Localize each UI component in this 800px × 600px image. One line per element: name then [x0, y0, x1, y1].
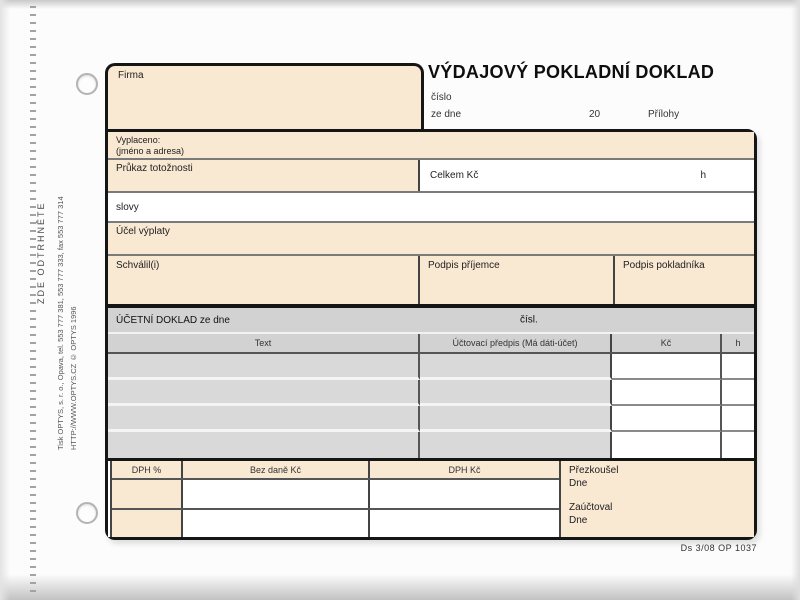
printer-info-line2: HTTP://WWW.OPTYS.CZ © OPTYS 1996: [69, 306, 78, 450]
cell-h: [722, 354, 754, 380]
vat-cell-base: [183, 480, 370, 508]
podpis-pokladnika-label: Podpis pokladníka: [623, 260, 705, 271]
ze-dne-label: ze dne: [431, 109, 462, 120]
cell-text: [108, 380, 420, 406]
tear-here-label: ZDE ODTRHNĚTE: [36, 201, 46, 305]
punch-hole-bottom: [76, 502, 98, 524]
slovy-label: slovy: [116, 201, 139, 213]
cell-kc: [612, 354, 722, 380]
cell-kc: [612, 432, 722, 458]
accounting-doc-band: [108, 308, 754, 332]
column-header-kc: Kč: [612, 334, 722, 352]
schvalil-label: Schválil(i): [116, 260, 160, 271]
date-line: [431, 109, 751, 123]
column-header-h: h: [735, 338, 741, 348]
spacer: [569, 490, 754, 501]
accounting-number-label: čísl.: [520, 314, 538, 326]
cell-predpis: [420, 354, 612, 380]
cell-kc: [612, 406, 722, 432]
celkem-label: Celkem Kč: [430, 170, 479, 181]
podpis-prijemce-label: Podpis příjemce: [428, 260, 500, 271]
form-code: Ds 3/08 OP 1037: [680, 543, 757, 553]
total-amount-field: [420, 160, 754, 191]
vat-cell-percent: [112, 480, 183, 508]
zauctoval-dne-label: Dne: [569, 515, 588, 526]
firma-label: Firma: [118, 70, 144, 81]
printer-info-line1: Tisk OPTYS, s. r. o., Opava, tel. 553 777 381, 553 777 333, fax 553 777 314: [56, 196, 65, 450]
vat-col-base: Bez daně Kč: [183, 461, 370, 478]
haler-label: h: [700, 170, 706, 181]
ucel-label: Účel výplaty: [116, 226, 170, 237]
signatures-row: [108, 256, 754, 304]
cell-h: [722, 406, 754, 432]
amount-in-words-field: [108, 193, 754, 223]
column-header-predpis: Účtovací předpis (Má dáti-účet): [420, 334, 612, 352]
document-number-label: číslo: [431, 92, 452, 103]
accounting-band-label: ÚČETNÍ DOKLAD ze dne: [116, 314, 230, 326]
cell-text: [108, 354, 420, 380]
vat-cell-tax: [370, 480, 559, 508]
accounting-table-body: [108, 354, 754, 458]
cell-predpis: [420, 432, 612, 458]
firma-field-box: [105, 63, 424, 130]
vat-cell-tax: [370, 510, 559, 538]
photo-edge-left: [0, 0, 10, 600]
document-title: VÝDAJOVÝ POKLADNÍ DOKLAD: [428, 62, 715, 82]
column-header-text: Text: [108, 334, 420, 352]
prezkousel-label: Přezkoušel: [569, 465, 619, 476]
zauctoval-label: Zaúčtoval: [569, 502, 613, 513]
vat-row: [112, 510, 559, 538]
cell-text: [108, 406, 420, 432]
vat-row: [112, 480, 559, 510]
year-prefix: 20: [589, 109, 601, 120]
attachments-label: Přílohy: [648, 109, 680, 120]
purpose-field: [108, 223, 754, 256]
approved-by-field: [108, 256, 420, 304]
vyplaceno-label: Vyplaceno:: [116, 135, 161, 145]
accounting-row: [108, 380, 754, 406]
cell-kc: [612, 380, 722, 406]
accounting-row: [108, 354, 754, 380]
accounting-row: [108, 432, 754, 458]
prukaz-label: Průkaz totožnosti: [116, 163, 193, 174]
cell-predpis: [420, 380, 612, 406]
vat-table: [110, 461, 559, 537]
recipient-signature-field: [420, 256, 615, 304]
accounting-table-header: [108, 332, 754, 354]
paid-to-field: [108, 132, 754, 160]
cell-text: [108, 432, 420, 458]
accounting-row: [108, 406, 754, 432]
photo-edge-right: [791, 0, 800, 600]
cell-predpis: [420, 406, 612, 432]
vat-col-tax: DPH Kč: [448, 464, 481, 475]
verification-block: [559, 461, 754, 537]
vat-table-header: [112, 461, 559, 480]
cashier-signature-field: [615, 256, 754, 304]
prezkousel-dne-label: Dne: [569, 478, 588, 489]
vat-col-percent: DPH %: [112, 461, 183, 478]
photo-edge-bottom: [0, 574, 800, 600]
form-body: [105, 129, 757, 540]
cell-h: [722, 432, 754, 458]
identity-total-row: [108, 160, 754, 193]
cell-h: [722, 380, 754, 406]
punch-hole-top: [76, 73, 98, 95]
identity-card-field: [108, 160, 420, 191]
vat-cell-base: [183, 510, 370, 538]
vyplaceno-hint: (jméno a adresa): [116, 146, 185, 156]
vat-section: [108, 461, 754, 537]
photo-edge-top: [0, 0, 800, 9]
vat-cell-percent: [112, 510, 183, 538]
